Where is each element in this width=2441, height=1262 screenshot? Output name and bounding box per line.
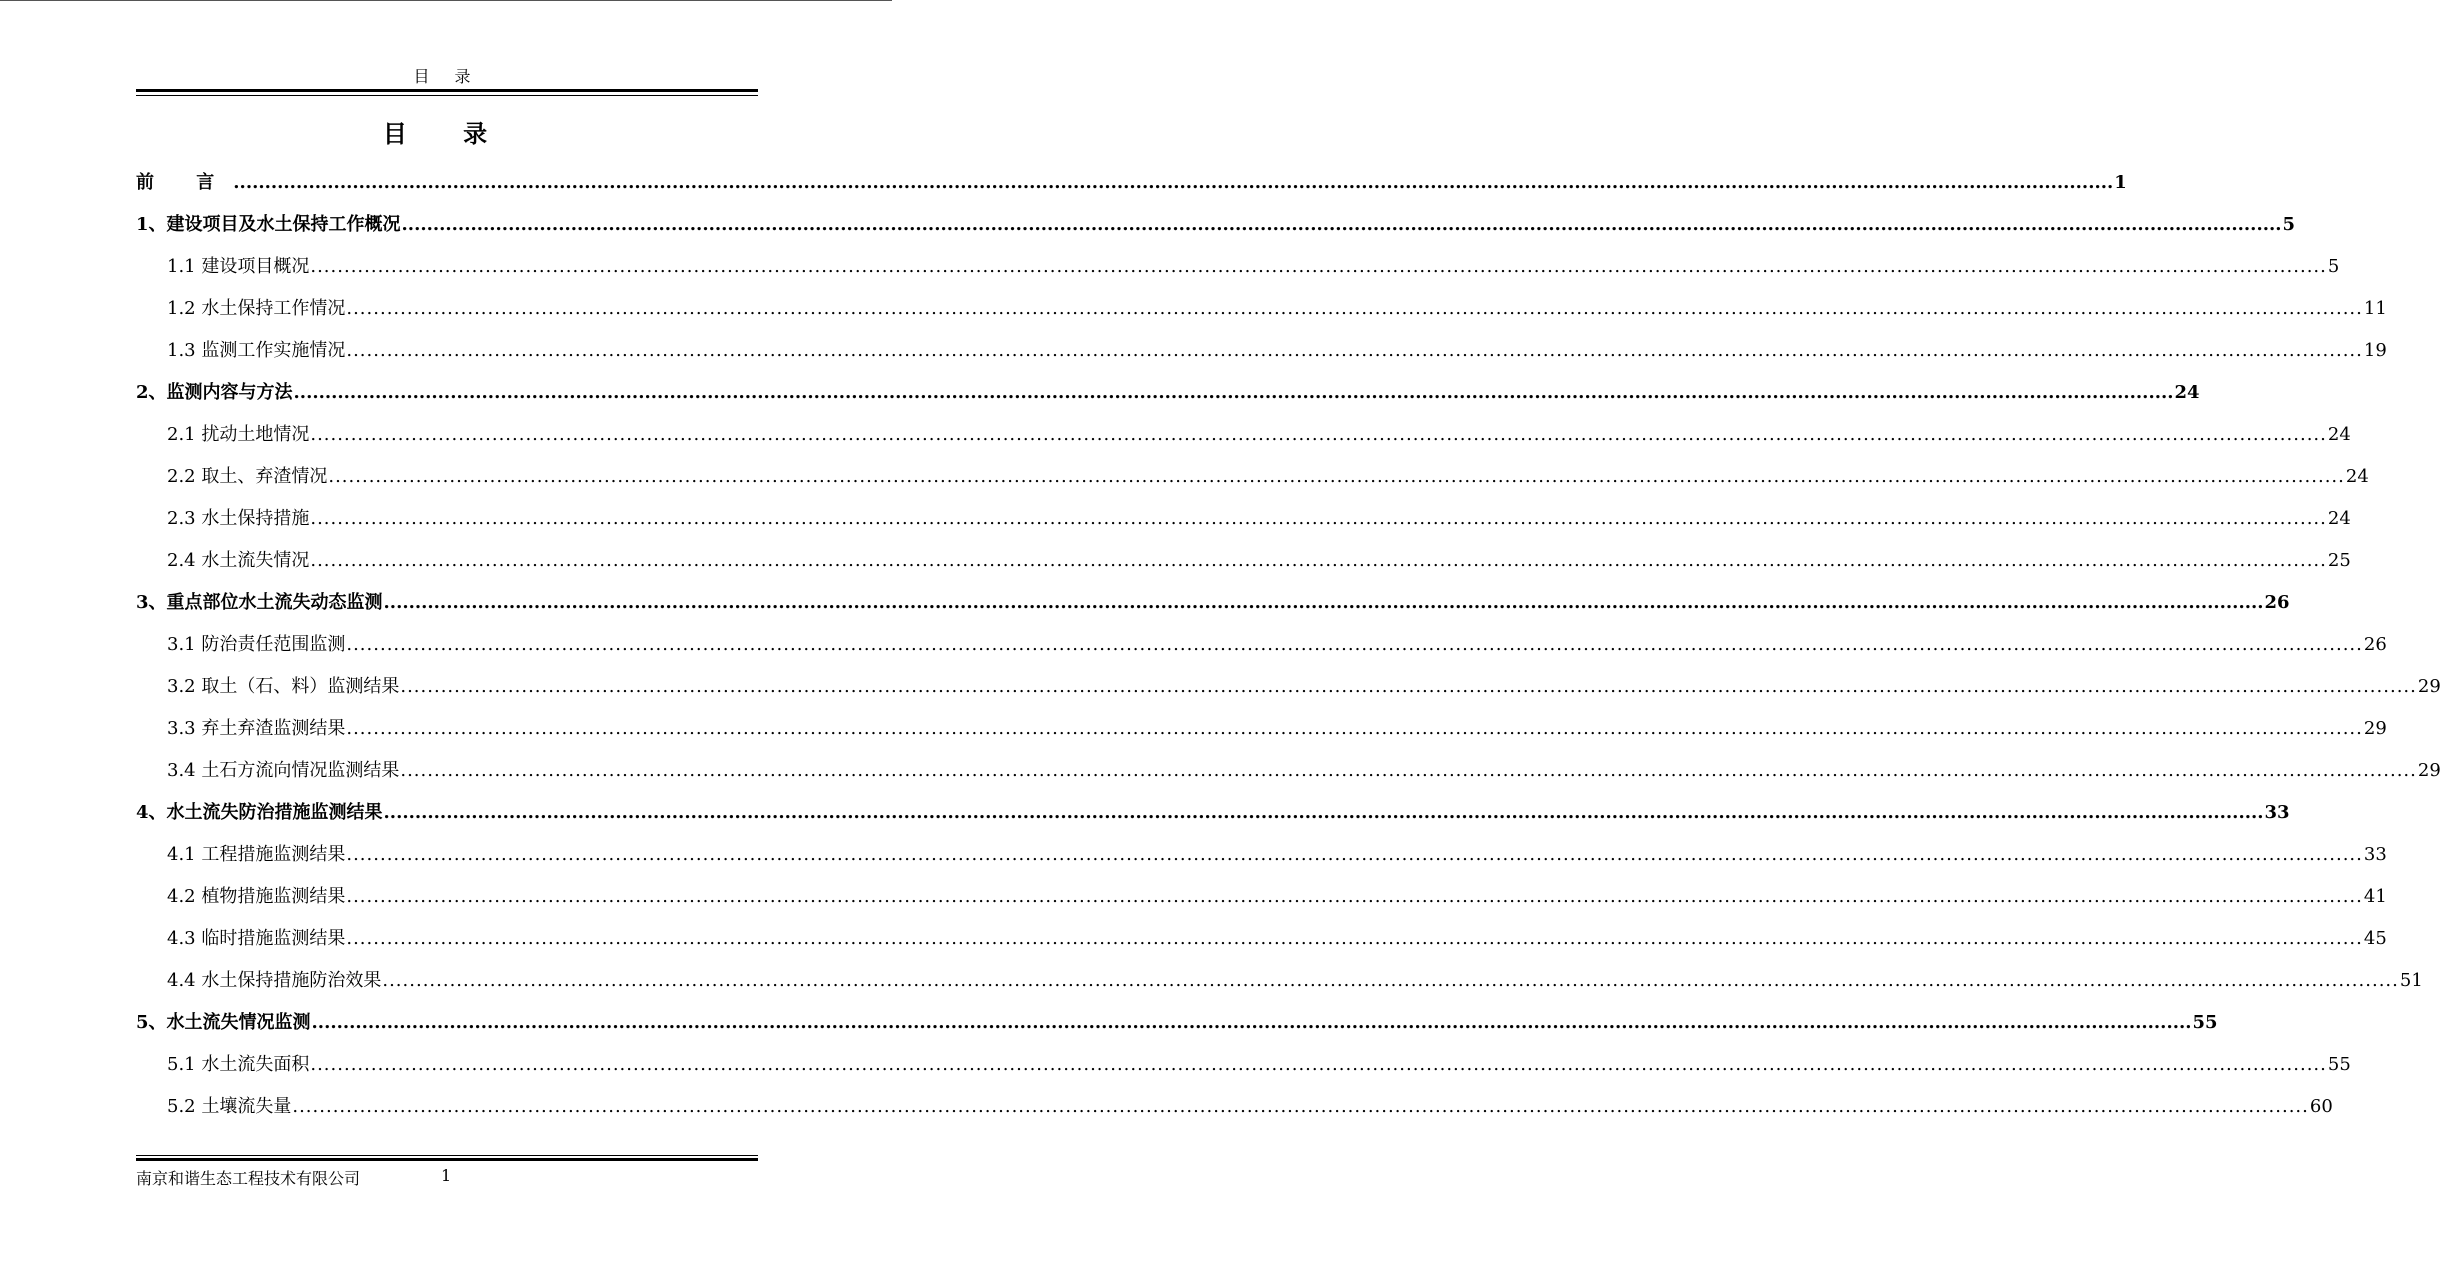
toc-entry-label: 2.1 扰动土地情况 (167, 424, 310, 445)
toc-entry-label: 2.3 水土保持措施 (167, 508, 310, 529)
header-rule-thick (136, 89, 758, 92)
toc-entry-label: 3.1 防治责任范围监测 (167, 634, 346, 655)
toc-entry-page: 33 (2264, 802, 2290, 823)
toc-entry-label: 4.1 工程措施监测结果 (167, 844, 346, 865)
toc-section-entry[interactable] (136, 926, 2387, 968)
toc-entry-page: 24 (2327, 424, 2351, 445)
toc-entry-label: 3.4 土石方流向情况监测结果 (167, 760, 400, 781)
toc-entry-label: 1.3 监测工作实施情况 (167, 340, 346, 361)
toc-dot-leader: ............................................................................................................................................................................................................................................................................................................ (382, 970, 2399, 991)
toc-section-entry[interactable] (136, 506, 2351, 548)
toc-entry-page: 33 (2363, 844, 2387, 865)
toc-dot-leader: ............................................................................................................................................................................................................................................................................................................ (400, 676, 2417, 697)
toc-section-entry[interactable] (136, 842, 2387, 884)
toc-entry-page: 29 (2417, 760, 2441, 781)
toc-dot-leader: ............................................................................................................................................................................................................................................................................................................ (310, 550, 2327, 571)
toc-dot-leader: ............................................................................................................................................................................................................................................................................................................ (292, 1096, 2309, 1117)
toc-section-entry[interactable] (136, 968, 2423, 1010)
toc-entry-page: 41 (2363, 886, 2387, 907)
toc-entry-page: 1 (2114, 172, 2127, 193)
toc-entry-page: 51 (2399, 970, 2423, 991)
footer-company: 南京和谐生态工程技术有限公司 (136, 1169, 361, 1188)
toc-chapter-entry[interactable] (136, 170, 2127, 212)
toc-section-entry[interactable] (136, 674, 2441, 716)
toc-entry-label: 2.2 取土、弃渣情况 (167, 466, 328, 487)
toc-entry-label: 3.2 取土（石、料）监测结果 (167, 676, 400, 697)
toc-entry-label: 前 言 (136, 172, 233, 193)
toc-entry-label: 3、重点部位水土流失动态监测 (136, 592, 383, 613)
toc-section-entry[interactable] (136, 296, 2387, 338)
toc-dot-leader: ............................................................................................................................................................................................................................................................................................................ (400, 760, 2417, 781)
toc-section-entry[interactable] (136, 884, 2387, 926)
toc-chapter-entry[interactable] (136, 1010, 2218, 1052)
toc-section-entry[interactable] (136, 338, 2387, 380)
toc-dot-leader: ............................................................................................................................................................................................................................................................................................................ (346, 298, 2363, 319)
toc-entry-page: 55 (2327, 1054, 2351, 1075)
toc-entry-label: 4、水土流失防治措施监测结果 (136, 802, 383, 823)
running-header: 目 录 (413, 67, 481, 86)
table-of-contents (136, 170, 2441, 1136)
toc-section-entry[interactable] (136, 1052, 2351, 1094)
toc-dot-leader: ............................................................................................................................................................................................................................................................................................................ (346, 928, 2363, 949)
toc-dot-leader: ............................................................................................................................................................................................................................................................................................................ (346, 634, 2363, 655)
toc-chapter-entry[interactable] (136, 800, 2290, 842)
toc-entry-page: 11 (2363, 298, 2387, 319)
toc-entry-label: 4.2 植物措施监测结果 (167, 886, 346, 907)
toc-entry-page: 55 (2192, 1012, 2218, 1033)
toc-entry-page: 45 (2363, 928, 2387, 949)
toc-section-entry[interactable] (136, 254, 2340, 296)
toc-chapter-entry[interactable] (136, 212, 2296, 254)
toc-title: 目 录 (382, 119, 512, 148)
toc-dot-leader: ............................................................................................................................................................................................................................................................................................................ (310, 1054, 2327, 1075)
toc-entry-page: 24 (2327, 508, 2351, 529)
toc-entry-label: 5、水土流失情况监测 (136, 1012, 311, 1033)
toc-dot-leader: ............................................................................................................................................................................................................................................................................................................ (310, 508, 2327, 529)
toc-dot-leader: ............................................................................................................................................................................................................................................................................................................ (346, 340, 2363, 361)
toc-dot-leader: ............................................................................................................................................................................................................................................................................................................ (310, 256, 2327, 277)
toc-dot-leader: ............................................................................................................................................................................................................................................................................................................ (401, 214, 2282, 235)
toc-dot-leader: ............................................................................................................................................................................................................................................................................................................ (383, 592, 2264, 613)
toc-entry-label: 3.3 弃土弃渣监测结果 (167, 718, 346, 739)
toc-dot-leader: ............................................................................................................................................................................................................................................................................................................ (346, 886, 2363, 907)
toc-section-entry[interactable] (136, 758, 2441, 800)
toc-entry-page: 26 (2264, 592, 2290, 613)
toc-entry-label: 1.2 水土保持工作情况 (167, 298, 346, 319)
toc-entry-page: 29 (2363, 718, 2387, 739)
toc-entry-page: 60 (2309, 1096, 2333, 1117)
header-rule-thin (136, 95, 758, 96)
toc-entry-label: 5.1 水土流失面积 (167, 1054, 310, 1075)
toc-section-entry[interactable] (136, 464, 2369, 506)
toc-chapter-entry[interactable] (136, 380, 2200, 422)
footer-page-number: 1 (441, 1166, 452, 1185)
toc-section-entry[interactable] (136, 1094, 2333, 1136)
toc-chapter-entry[interactable] (136, 590, 2290, 632)
toc-dot-leader: ............................................................................................................................................................................................................................................................................................................ (383, 802, 2264, 823)
toc-entry-page: 19 (2363, 340, 2387, 361)
toc-dot-leader: ............................................................................................................................................................................................................................................................................................................ (310, 424, 2327, 445)
toc-dot-leader: ............................................................................................................................................................................................................................................................................................................ (328, 466, 2345, 487)
toc-dot-leader: ............................................................................................................................................................................................................................................................................................................ (311, 1012, 2192, 1033)
toc-entry-page: 24 (2345, 466, 2369, 487)
toc-entry-label: 5.2 土壤流失量 (167, 1096, 292, 1117)
toc-entry-label: 2、监测内容与方法 (136, 382, 293, 403)
toc-section-entry[interactable] (136, 548, 2351, 590)
toc-section-entry[interactable] (136, 716, 2387, 758)
toc-entry-label: 4.3 临时措施监测结果 (167, 928, 346, 949)
toc-entry-page: 25 (2327, 550, 2351, 571)
toc-entry-page: 5 (2282, 214, 2296, 235)
toc-section-entry[interactable] (136, 422, 2351, 464)
toc-entry-page: 24 (2174, 382, 2200, 403)
toc-entry-page: 26 (2363, 634, 2387, 655)
toc-entry-page: 29 (2417, 676, 2441, 697)
toc-entry-label: 2.4 水土流失情况 (167, 550, 310, 571)
page-top-border (0, 0, 892, 1)
toc-entry-page: 5 (2327, 256, 2340, 277)
toc-dot-leader: ............................................................................................................................................................................................................................................................................................................ (293, 382, 2174, 403)
toc-dot-leader: ............................................................................................................................................................................................................................................................................................................ (233, 172, 2114, 193)
toc-entry-label: 4.4 水土保持措施防治效果 (167, 970, 382, 991)
toc-section-entry[interactable] (136, 632, 2387, 674)
toc-dot-leader: ............................................................................................................................................................................................................................................................................................................ (346, 844, 2363, 865)
toc-dot-leader: ............................................................................................................................................................................................................................................................................................................ (346, 718, 2363, 739)
footer-rule-thin (136, 1155, 758, 1156)
footer-rule-thick (136, 1158, 758, 1161)
toc-entry-label: 1.1 建设项目概况 (167, 256, 310, 277)
toc-entry-label: 1、建设项目及水土保持工作概况 (136, 214, 401, 235)
